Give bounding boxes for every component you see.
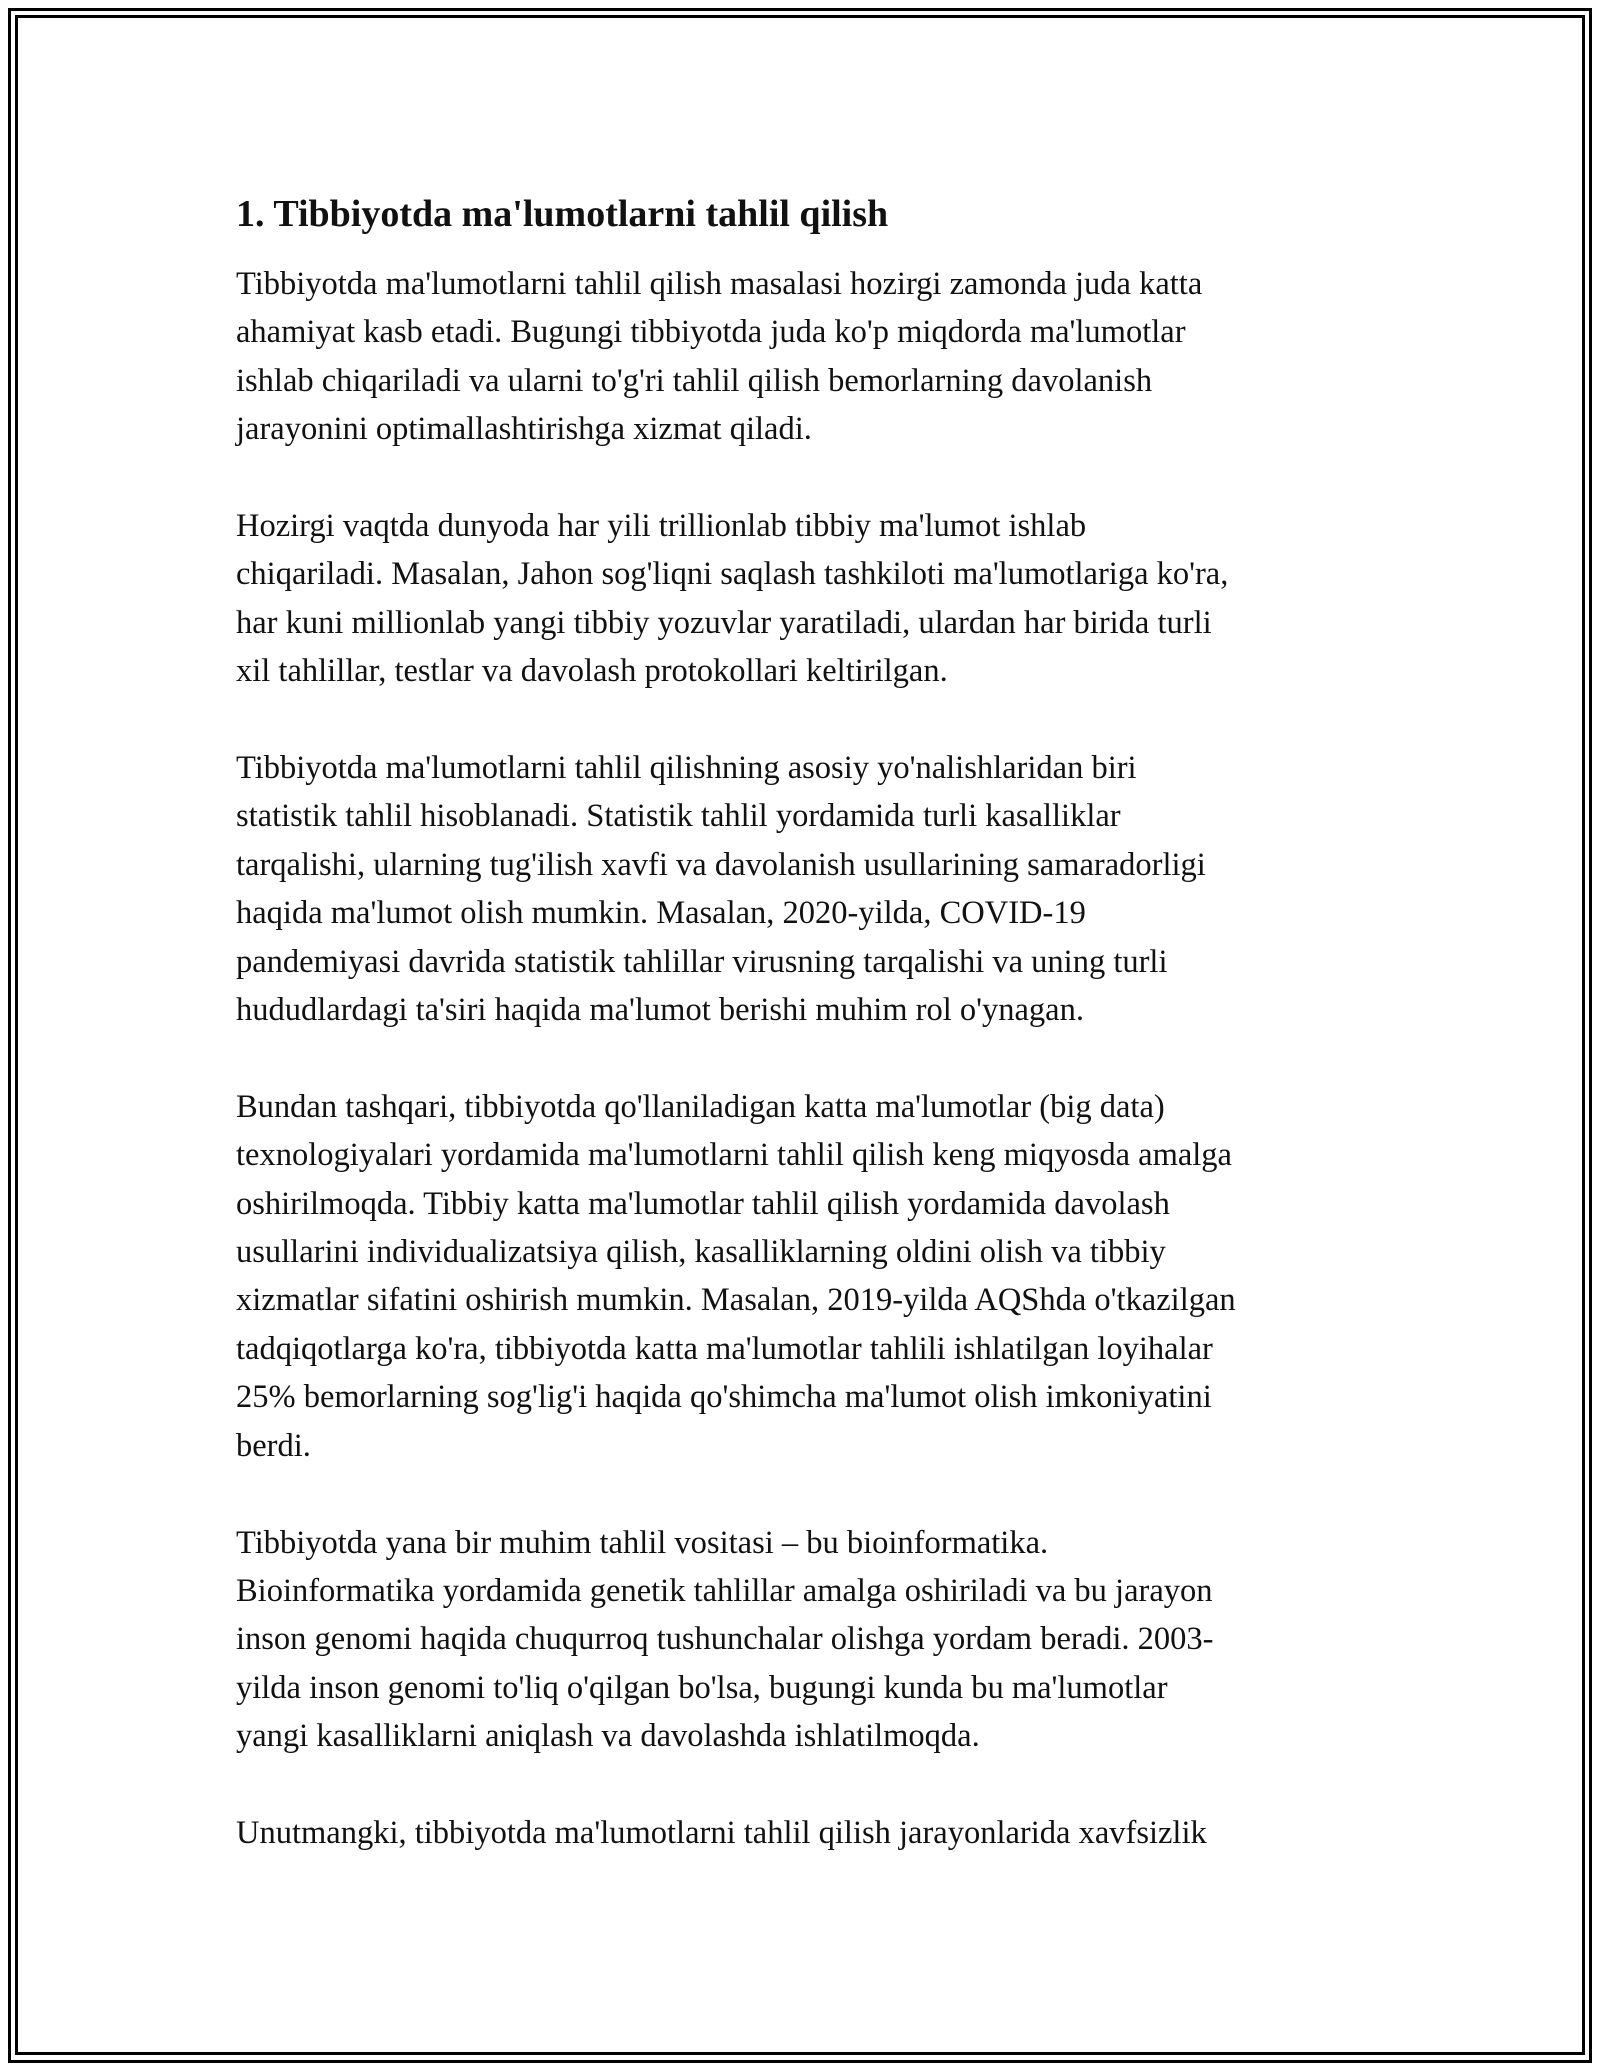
paragraph-6: Unutmangki, tibbiyotda ma'lumotlarni tahlil qilish jarayonlarida xavfsizlik: [236, 1814, 1207, 1851]
paragraph-2: Hozirgi vaqtda dunyoda har yili trillionlab tibbiy ma'lumot ishlab chiqariladi. Masalan, Jahon sog'liqni saqlash tashkiloti ma'lumotlariga ko'ra, har kuni millionlab yangi tibbiy yozuvlar yaratiladi, ulardan har birida turli xil tahlillar, testlar va davolash protokollari keltirilgan.: [236, 508, 1229, 690]
paragraph-1: Tibbiyotda ma'lumotlarni tahlil qilish masalasi hozirgi zamonda juda katta ahamiyat kasb etadi. Bugungi tibbiyotda juda ko'p miqdorda ma'lumotlar ishlab chiqariladi va ularni to'g'ri tahlil qilish bemorlarning davolanish jarayonini optimallashtirishga xizmat qiladi.: [236, 266, 1203, 448]
document-body: [236, 188, 1376, 1906]
section-heading: 1. Tibbiyotda ma'lumotlarni tahlil qilish: [236, 193, 889, 235]
paragraph-3: Tibbiyotda ma'lumotlarni tahlil qilishning asosiy yo'nalishlaridan biri statistik tahlil hisoblanadi. Statistik tahlil yordamida turli kasalliklar tarqalishi, ularning tug'ilish xavfi va davolanish usullarining samaradorligi haqida ma'lumot olish mumkin. Masalan, 2020-yilda, COVID-19 pandemiyasi davrida statistik tahlillar virusning tarqalishi va uning turli hududlardagi ta'siri haqida ma'lumot berishi muhim rol o'ynagan.: [236, 750, 1206, 1029]
paragraph-4: Bundan tashqari, tibbiyotda qo'llaniladigan katta ma'lumotlar (big data) texnologiyalari yordamida ma'lumotlarni tahlil qilish keng miqyosda amalga oshirilmoqda. Tibbiy katta ma'lumotlar tahlil qilish yordamida davolash usullarini individualizatsiya qilish, kasalliklarning oldini olish va tibbiy xizmatlar sifatini oshirish mumkin. Masalan, 2019-yilda AQShda o'tkazilgan tadqiqotlarga ko'ra, tibbiyotda katta ma'lumotlar tahlili ishlatilgan loyihalar 25% bemorlarning sog'lig'i haqida qo'shimcha ma'lumot olish imkoniyatini berdi.: [236, 1088, 1236, 1464]
paragraph-5: Tibbiyotda yana bir muhim tahlil vositasi – bu bioinformatika. Bioinformatika yordamida genetik tahlillar amalga oshiriladi va bu jarayon inson genomi haqida chuqurroq tushunchalar olishga yordam beradi. 2003- yilda inson genomi to'liq o'qilgan bo'lsa, bugungi kunda bu ma'lumotlar yangi kasalliklarni aniqlash va davolashda ishlatilmoqda.: [236, 1524, 1214, 1755]
